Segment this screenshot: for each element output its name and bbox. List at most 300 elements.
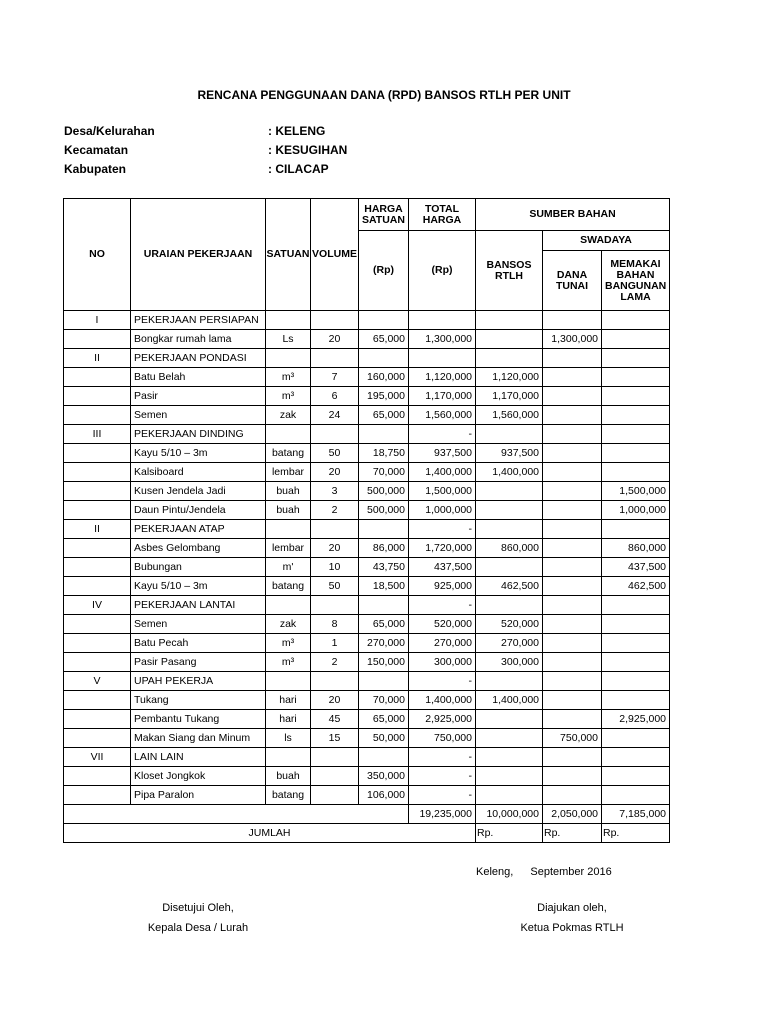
cell-satuan: hari (266, 710, 311, 729)
cell-uraian: PEKERJAAN LANTAI (131, 596, 266, 615)
header-memakai-bahan-text: MEMAKAI BAHAN BANGUNAN LAMA (605, 257, 667, 303)
cell-volume (311, 311, 359, 330)
cell-no (64, 729, 131, 748)
cell-bansos: 1,170,000 (476, 387, 543, 406)
cell-lama (602, 368, 670, 387)
cell-lama (602, 672, 670, 691)
cell-satuan (266, 425, 311, 444)
cell-total: 750,000 (409, 729, 476, 748)
cell-lama (602, 767, 670, 786)
cell-harga: 70,000 (359, 463, 409, 482)
cell-volume: 6 (311, 387, 359, 406)
cell-tunai (543, 577, 602, 596)
jumlah-label: JUMLAH (64, 824, 476, 843)
section-row (64, 425, 670, 444)
cell-total: 1,560,000 (409, 406, 476, 425)
cell-no (64, 577, 131, 596)
cell-satuan: hari (266, 691, 311, 710)
cell-total: - (409, 767, 476, 786)
cell-bansos (476, 501, 543, 520)
cell-harga (359, 349, 409, 368)
cell-lama (602, 330, 670, 349)
cell-volume: 45 (311, 710, 359, 729)
cell-lama (602, 425, 670, 444)
cell-tunai (543, 444, 602, 463)
cell-no (64, 786, 131, 805)
cell-lama (602, 520, 670, 539)
cell-lama (602, 634, 670, 653)
rpd-table (63, 198, 670, 843)
cell-satuan: batang (266, 786, 311, 805)
info-value: : KESUGIHAN (268, 143, 348, 157)
cell-uraian: Kayu 5/10 – 3m (131, 444, 266, 463)
item-row (64, 710, 670, 729)
cell-lama (602, 387, 670, 406)
cell-tunai (543, 463, 602, 482)
cell-total: - (409, 748, 476, 767)
cell-total: 1,120,000 (409, 368, 476, 387)
cell-bansos (476, 311, 543, 330)
cell-volume: 20 (311, 463, 359, 482)
cell-lama: 1,000,000 (602, 501, 670, 520)
cell-total: 1,400,000 (409, 691, 476, 710)
section-row (64, 311, 670, 330)
item-row (64, 558, 670, 577)
jumlah-rp-lama: Rp. (602, 824, 670, 843)
cell-lama (602, 311, 670, 330)
cell-uraian: Pasir Pasang (131, 653, 266, 672)
cell-tunai (543, 748, 602, 767)
cell-no: II (64, 349, 131, 368)
cell-volume: 50 (311, 577, 359, 596)
cell-lama: 462,500 (602, 577, 670, 596)
cell-bansos: 1,120,000 (476, 368, 543, 387)
cell-uraian: PEKERJAAN DINDING (131, 425, 266, 444)
cell-uraian: Pembantu Tukang (131, 710, 266, 729)
cell-total (409, 349, 476, 368)
cell-bansos (476, 710, 543, 729)
cell-volume: 20 (311, 330, 359, 349)
cell-harga (359, 748, 409, 767)
cell-no (64, 634, 131, 653)
cell-total: - (409, 596, 476, 615)
cell-harga: 500,000 (359, 501, 409, 520)
footer-place: Keleng, (476, 866, 514, 878)
cell-volume: 15 (311, 729, 359, 748)
cell-harga (359, 520, 409, 539)
cell-lama: 1,500,000 (602, 482, 670, 501)
cell-tunai: 1,300,000 (543, 330, 602, 349)
cell-bansos (476, 729, 543, 748)
cell-tunai (543, 311, 602, 330)
cell-harga: 43,750 (359, 558, 409, 577)
cell-bansos: 1,400,000 (476, 463, 543, 482)
cell-uraian: Kloset Jongkok (131, 767, 266, 786)
header-harga-satuan-text: HARGA SATUAN (362, 202, 405, 226)
cell-volume: 20 (311, 691, 359, 710)
item-row (64, 786, 670, 805)
cell-lama (602, 748, 670, 767)
header-dana-tunai-text: DANA TUNAI (555, 268, 589, 292)
cell-lama (602, 786, 670, 805)
cell-no: VII (64, 748, 131, 767)
jumlah-rp-tunai: Rp. (543, 824, 602, 843)
cell-no (64, 615, 131, 634)
cell-tunai (543, 349, 602, 368)
cell-no (64, 501, 131, 520)
cell-bansos: 300,000 (476, 653, 543, 672)
item-row (64, 501, 670, 520)
cell-no (64, 463, 131, 482)
cell-no (64, 710, 131, 729)
cell-uraian: LAIN LAIN (131, 748, 266, 767)
cell-no (64, 539, 131, 558)
header-sumber-bahan: SUMBER BAHAN (476, 199, 670, 231)
header-memakai-bahan (602, 251, 670, 311)
cell-bansos (476, 482, 543, 501)
cell-satuan: zak (266, 615, 311, 634)
cell-tunai (543, 710, 602, 729)
cell-total: 300,000 (409, 653, 476, 672)
item-row (64, 767, 670, 786)
cell-lama: 2,925,000 (602, 710, 670, 729)
location-info (64, 124, 347, 181)
header-uraian: URAIAN PEKERJAAN (131, 199, 266, 311)
cell-total: 1,500,000 (409, 482, 476, 501)
cell-uraian: Batu Belah (131, 368, 266, 387)
cell-no (64, 406, 131, 425)
cell-harga: 350,000 (359, 767, 409, 786)
cell-total: 1,720,000 (409, 539, 476, 558)
cell-harga (359, 311, 409, 330)
cell-uraian: Kalsiboard (131, 463, 266, 482)
item-row (64, 482, 670, 501)
info-row-kecamatan (64, 143, 347, 162)
cell-volume: 2 (311, 501, 359, 520)
cell-tunai (543, 672, 602, 691)
cell-total: 937,500 (409, 444, 476, 463)
cell-lama: 860,000 (602, 539, 670, 558)
item-row (64, 463, 670, 482)
cell-no (64, 691, 131, 710)
cell-harga (359, 425, 409, 444)
cell-total: - (409, 520, 476, 539)
approver-block (118, 902, 278, 934)
item-row (64, 330, 670, 349)
item-row (64, 653, 670, 672)
cell-total: 270,000 (409, 634, 476, 653)
cell-tunai (543, 786, 602, 805)
cell-satuan: m³ (266, 368, 311, 387)
cell-harga: 86,000 (359, 539, 409, 558)
cell-satuan: zak (266, 406, 311, 425)
approver-role: Kepala Desa / Lurah (147, 922, 249, 934)
cell-satuan: m' (266, 558, 311, 577)
info-label: Kecamatan (64, 143, 129, 157)
item-row (64, 729, 670, 748)
cell-tunai (543, 615, 602, 634)
item-row (64, 406, 670, 425)
cell-satuan: lembar (266, 539, 311, 558)
header-harga-satuan (359, 199, 409, 231)
header-bansos-rtlh (476, 231, 543, 311)
cell-uraian: Bubungan (131, 558, 266, 577)
cell-uraian: Makan Siang dan Minum (131, 729, 266, 748)
cell-bansos (476, 330, 543, 349)
cell-harga: 270,000 (359, 634, 409, 653)
cell-bansos: 1,560,000 (476, 406, 543, 425)
cell-bansos: 520,000 (476, 615, 543, 634)
item-row (64, 615, 670, 634)
cell-bansos (476, 425, 543, 444)
jumlah-row (64, 824, 670, 843)
cell-total: - (409, 786, 476, 805)
cell-uraian: Tukang (131, 691, 266, 710)
cell-no (64, 482, 131, 501)
cell-bansos (476, 558, 543, 577)
cell-tunai (543, 425, 602, 444)
header-total-harga (409, 199, 476, 231)
cell-volume (311, 349, 359, 368)
total-lama: 7,185,000 (602, 805, 670, 824)
cell-no: V (64, 672, 131, 691)
cell-bansos (476, 672, 543, 691)
total-tunai: 2,050,000 (543, 805, 602, 824)
cell-lama (602, 729, 670, 748)
cell-harga: 195,000 (359, 387, 409, 406)
cell-tunai (543, 368, 602, 387)
cell-harga: 50,000 (359, 729, 409, 748)
cell-volume (311, 425, 359, 444)
header-bansos-text: BANSOS RTLH (486, 258, 532, 282)
cell-total: 1,000,000 (409, 501, 476, 520)
item-row (64, 387, 670, 406)
cell-harga: 65,000 (359, 615, 409, 634)
cell-volume: 3 (311, 482, 359, 501)
header-swadaya: SWADAYA (543, 231, 670, 251)
cell-no: IV (64, 596, 131, 615)
cell-total: 1,400,000 (409, 463, 476, 482)
header-rp-total: (Rp) (409, 231, 476, 311)
cell-satuan (266, 672, 311, 691)
item-row (64, 444, 670, 463)
cell-satuan: batang (266, 577, 311, 596)
cell-uraian: UPAH PEKERJA (131, 672, 266, 691)
cell-uraian: Semen (131, 406, 266, 425)
cell-volume (311, 786, 359, 805)
cell-no (64, 653, 131, 672)
cell-total: 520,000 (409, 615, 476, 634)
document-title: RENCANA PENGGUNAAN DANA (RPD) BANSOS RTLH PER UNIT (197, 88, 571, 102)
cell-tunai (543, 406, 602, 425)
cell-no (64, 767, 131, 786)
cell-no: III (64, 425, 131, 444)
cell-satuan: Ls (266, 330, 311, 349)
section-row (64, 596, 670, 615)
cell-harga: 18,500 (359, 577, 409, 596)
section-row (64, 748, 670, 767)
cell-bansos (476, 349, 543, 368)
cell-lama (602, 691, 670, 710)
cell-volume: 50 (311, 444, 359, 463)
table-footer (64, 805, 670, 843)
cell-total: 437,500 (409, 558, 476, 577)
cell-harga: 65,000 (359, 406, 409, 425)
cell-satuan: lembar (266, 463, 311, 482)
cell-tunai (543, 482, 602, 501)
cell-bansos: 860,000 (476, 539, 543, 558)
cell-tunai (543, 558, 602, 577)
cell-tunai (543, 539, 602, 558)
header-total-harga-text: TOTAL HARGA (422, 202, 462, 226)
cell-uraian: Asbes Gelombang (131, 539, 266, 558)
cell-lama (602, 615, 670, 634)
cell-volume (311, 520, 359, 539)
cell-bansos (476, 786, 543, 805)
header-satuan: SATUAN (266, 199, 311, 311)
cell-tunai (543, 653, 602, 672)
cell-satuan (266, 748, 311, 767)
cell-satuan: m³ (266, 387, 311, 406)
cell-harga (359, 596, 409, 615)
date-line (462, 866, 642, 878)
cell-lama: 437,500 (602, 558, 670, 577)
cell-satuan: buah (266, 767, 311, 786)
table-header (64, 199, 670, 311)
cell-uraian: PEKERJAAN PONDASI (131, 349, 266, 368)
cell-total: 925,000 (409, 577, 476, 596)
section-row (64, 520, 670, 539)
cell-uraian: Pipa Paralon (131, 786, 266, 805)
cell-satuan: ls (266, 729, 311, 748)
cell-tunai (543, 387, 602, 406)
jumlah-rp-bansos: Rp. (476, 824, 543, 843)
total-bansos: 10,000,000 (476, 805, 543, 824)
cell-satuan (266, 520, 311, 539)
cell-tunai (543, 767, 602, 786)
cell-no: I (64, 311, 131, 330)
item-row (64, 368, 670, 387)
cell-harga: 150,000 (359, 653, 409, 672)
cell-no: II (64, 520, 131, 539)
cell-satuan: buah (266, 482, 311, 501)
cell-volume: 7 (311, 368, 359, 387)
cell-no (64, 444, 131, 463)
grand-total: 19,235,000 (409, 805, 476, 824)
cell-uraian: Pasir (131, 387, 266, 406)
cell-bansos: 270,000 (476, 634, 543, 653)
item-row (64, 634, 670, 653)
cell-uraian: Batu Pecah (131, 634, 266, 653)
header-volume: VOLUME (311, 199, 359, 311)
cell-volume: 24 (311, 406, 359, 425)
info-label: Desa/Kelurahan (64, 124, 155, 138)
header-no: NO (64, 199, 131, 311)
info-label: Kabupaten (64, 162, 127, 176)
cell-bansos (476, 596, 543, 615)
cell-volume (311, 596, 359, 615)
cell-tunai (543, 501, 602, 520)
cell-volume (311, 748, 359, 767)
table-body (64, 311, 670, 805)
submitter-block (492, 902, 652, 934)
cell-uraian: Kusen Jendela Jadi (131, 482, 266, 501)
cell-bansos: 1,400,000 (476, 691, 543, 710)
cell-total: 2,925,000 (409, 710, 476, 729)
item-row (64, 577, 670, 596)
cell-harga: 18,750 (359, 444, 409, 463)
cell-volume (311, 767, 359, 786)
info-value: : CILACAP (268, 162, 329, 176)
info-value: : KELENG (268, 124, 326, 138)
cell-harga: 65,000 (359, 330, 409, 349)
cell-uraian: Daun Pintu/Jendela (131, 501, 266, 520)
cell-volume: 20 (311, 539, 359, 558)
cell-satuan (266, 596, 311, 615)
item-row (64, 539, 670, 558)
cell-volume: 8 (311, 615, 359, 634)
cell-bansos (476, 520, 543, 539)
footer-date: September 2016 (530, 866, 612, 878)
cell-tunai (543, 691, 602, 710)
info-row-desa (64, 124, 347, 143)
cell-volume: 1 (311, 634, 359, 653)
cell-harga: 70,000 (359, 691, 409, 710)
cell-bansos (476, 748, 543, 767)
cell-lama (602, 349, 670, 368)
cell-total: 1,300,000 (409, 330, 476, 349)
cell-satuan: m³ (266, 653, 311, 672)
cell-lama (602, 444, 670, 463)
cell-harga (359, 672, 409, 691)
cell-harga: 500,000 (359, 482, 409, 501)
cell-harga: 106,000 (359, 786, 409, 805)
header-dana-tunai (543, 251, 602, 311)
submitter-role: Ketua Pokmas RTLH (520, 922, 624, 934)
cell-total: 1,170,000 (409, 387, 476, 406)
cell-uraian: PEKERJAAN ATAP (131, 520, 266, 539)
cell-uraian: PEKERJAAN PERSIAPAN (131, 311, 266, 330)
cell-no (64, 387, 131, 406)
total-row (64, 805, 670, 824)
cell-lama (602, 406, 670, 425)
cell-lama (602, 653, 670, 672)
header-rp-harga: (Rp) (359, 231, 409, 311)
cell-tunai (543, 634, 602, 653)
cell-total: - (409, 672, 476, 691)
cell-uraian: Semen (131, 615, 266, 634)
cell-satuan (266, 349, 311, 368)
cell-satuan: batang (266, 444, 311, 463)
item-row (64, 691, 670, 710)
cell-tunai (543, 596, 602, 615)
cell-volume: 10 (311, 558, 359, 577)
cell-bansos: 462,500 (476, 577, 543, 596)
cell-lama (602, 463, 670, 482)
section-row (64, 349, 670, 368)
cell-satuan: m³ (266, 634, 311, 653)
total-row-spacer (64, 805, 409, 824)
cell-satuan: buah (266, 501, 311, 520)
cell-harga: 160,000 (359, 368, 409, 387)
info-row-kabupaten (64, 162, 347, 181)
cell-no (64, 330, 131, 349)
cell-no (64, 368, 131, 387)
cell-no (64, 558, 131, 577)
approver-title: Disetujui Oleh, (162, 902, 234, 914)
cell-harga: 65,000 (359, 710, 409, 729)
cell-bansos: 937,500 (476, 444, 543, 463)
